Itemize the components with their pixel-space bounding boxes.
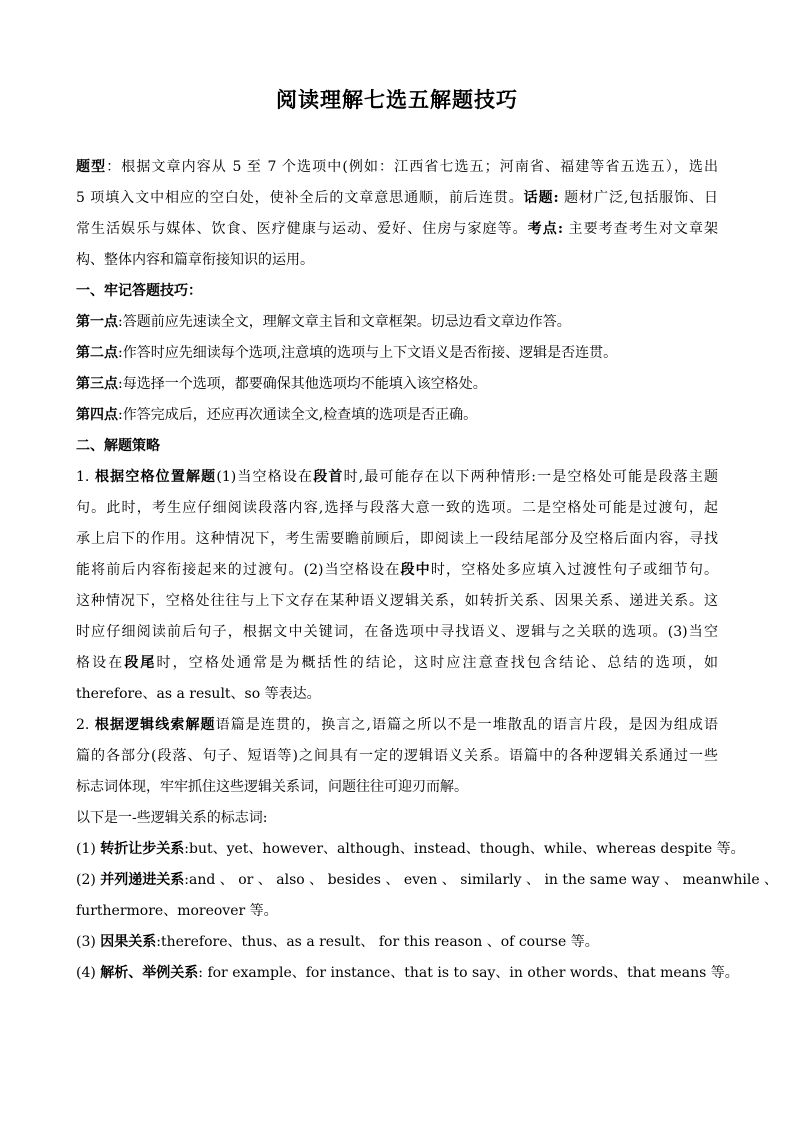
strategy-1-line-6: 时应仔细阅读前后句子，根据文中关键词，在备选项中寻找语义、逻辑与之关联的选项。(3)当空 [76, 624, 718, 640]
intro-line-1 [76, 152, 718, 183]
page-title: 阅读理解七选五解题技巧 [276, 87, 518, 112]
question-type-label: 题型 [76, 159, 107, 175]
marker-4: (4) 解析、举例关系: for example、for instance、that is to say、in other words、that means 等。 [76, 965, 739, 981]
strategy-1-line-5: 这种情况下，空格处往往与上下文存在某种语义逻辑关系，如转折关系、因果关系、递进关系。这 [76, 593, 718, 609]
tip-text: :作答完成后，还应再次通读全文,检查填的选项是否正确。 [118, 407, 478, 423]
exam-point-label: 考点 [527, 221, 558, 237]
strategy-2-line-1: 2. 根据逻辑线索解题语篇是连贯的，换言之,语篇之所以不是一堆散乱的语言片段，是因为组成语 [76, 717, 719, 733]
marker-label: 转折让步关系 [100, 841, 185, 857]
strategy-2-line-3: 标志词体现，牢牢抓住这些逻辑关系词，问题往往可迎刃而解。 [76, 779, 468, 795]
section1-heading: 一、牢记答题技巧： [76, 283, 202, 299]
strategy-1-line-3: 承上启下的作用。这种情况下，考生需要瞻前顾后，即阅读上一段结尾部分及空格后面内容，寻找 [76, 531, 718, 547]
topic-label: 话题 [523, 190, 554, 206]
strategy-2-label: 根据逻辑线索解题 [94, 717, 216, 733]
marker-label: 因果关系 [100, 934, 157, 950]
intro-line-2 [76, 183, 718, 214]
marker-words: :and 、 or 、 also 、 besides 、 even 、 similarly 、 in the same way 、 meanwhile 、 [184, 872, 779, 888]
tip-label: 第三点 [76, 376, 118, 392]
intro-text: 构、整体内容和篇章衔接知识的运用。 [76, 252, 314, 268]
marker-words: : for example、for instance、that is to say、in other words、that means 等。 [198, 965, 739, 981]
tip-label: 第二点 [76, 345, 118, 361]
intro-text: 5 项填入文中相应的空白处，使补全后的文章意思通顺，前后连贯。 [76, 190, 524, 206]
intro-text: 题材广泛,包括服饰、日 [558, 190, 718, 206]
tip-4 [76, 400, 718, 431]
tip-label: 第四点 [76, 407, 118, 423]
tip-label: 第一点 [76, 314, 118, 330]
tip-text: :每选择一个选项，都要确保其他选项均不能填入该空格处。 [118, 376, 487, 392]
tip-text: :答题前应先速读全文，理解文章主旨和文章框架。切忌边看文章边作答。 [118, 314, 571, 330]
marker-2: (2) 并列递进关系:and 、 or 、 also 、 besides 、 even 、 similarly 、 in the same way 、 meanwhile 、 [76, 872, 779, 888]
intro-text: 常生活娱乐与媒体、饮食、医疗健康与运动、爱好、住房与家庭等。 [76, 221, 528, 237]
intro-line-3 [76, 214, 718, 245]
marker-words: :but、yet、however、although、instead、though、while、whereas despite 等。 [184, 841, 745, 857]
strategy-1-label: 根据空格位置解题 [94, 469, 217, 485]
marker-1: (1) 转折让步关系:but、yet、however、although、instead、though、while、whereas despite 等。 [76, 841, 745, 857]
marker-3: (3) 因果关系:therefore、thus、as a result、 for this reason 、of course 等。 [76, 934, 599, 950]
tip-1 [76, 307, 718, 338]
strategy-1-line-4: 能将前后内容衔接起来的过渡句。(2)当空格设在段中时，空格处多应填入过渡性句子或细节句。 [76, 562, 719, 578]
markers-intro: 以下是一-些逻辑关系的标志词: [76, 810, 268, 826]
strategy-1-line-1: 1. 根据空格位置解题(1)当空格设在段首时,最可能存在以下两种情形:一是空格处可能是段落主题 [76, 469, 718, 485]
document-body [76, 152, 779, 989]
marker-label: 解析、举例关系 [100, 965, 199, 981]
intro-line-4 [76, 245, 718, 276]
marker-words: :therefore、thus、as a result、 for this reason 、of course 等。 [156, 934, 599, 950]
exam-point-colon: : [557, 221, 563, 237]
tip-3 [76, 369, 718, 400]
strategy-1-line-2: 句。此时，考生应仔细阅读段落内容,选择与段落大意一致的选项。二是空格处可能是过渡句，起 [76, 500, 718, 516]
topic-colon: : [553, 190, 559, 206]
strategy-1-line-7: 格设在段尾时，空格处通常是为概括性的结论，这时应注意查找包含结论、总结的选项，如 [76, 655, 719, 671]
marker-2-continued: furthermore、moreover 等。 [76, 903, 278, 919]
marker-label: 并列递进关系 [100, 872, 185, 888]
strategy-2-line-2: 篇的各部分(段落、句子、短语等)之间具有一定的逻辑语义关系。语篇中的各种逻辑关系通过一些 [76, 748, 718, 764]
strategy-1-line-8: therefore、as a result、so 等表达。 [76, 686, 321, 702]
tip-text: :作答时应先细读每个选项,注意填的选项与上下文语义是否衔接、逻辑是否连贯。 [118, 345, 618, 361]
intro-text: ：根据文章内容从 5 至 7 个选项中(例如：江西省七选五；河南省、福建等省五选五），选出 [106, 159, 719, 175]
section2-heading: 二、解题策略 [76, 438, 160, 454]
intro-text: 主要考查考生对文章架 [563, 221, 719, 237]
tip-2 [76, 338, 718, 369]
